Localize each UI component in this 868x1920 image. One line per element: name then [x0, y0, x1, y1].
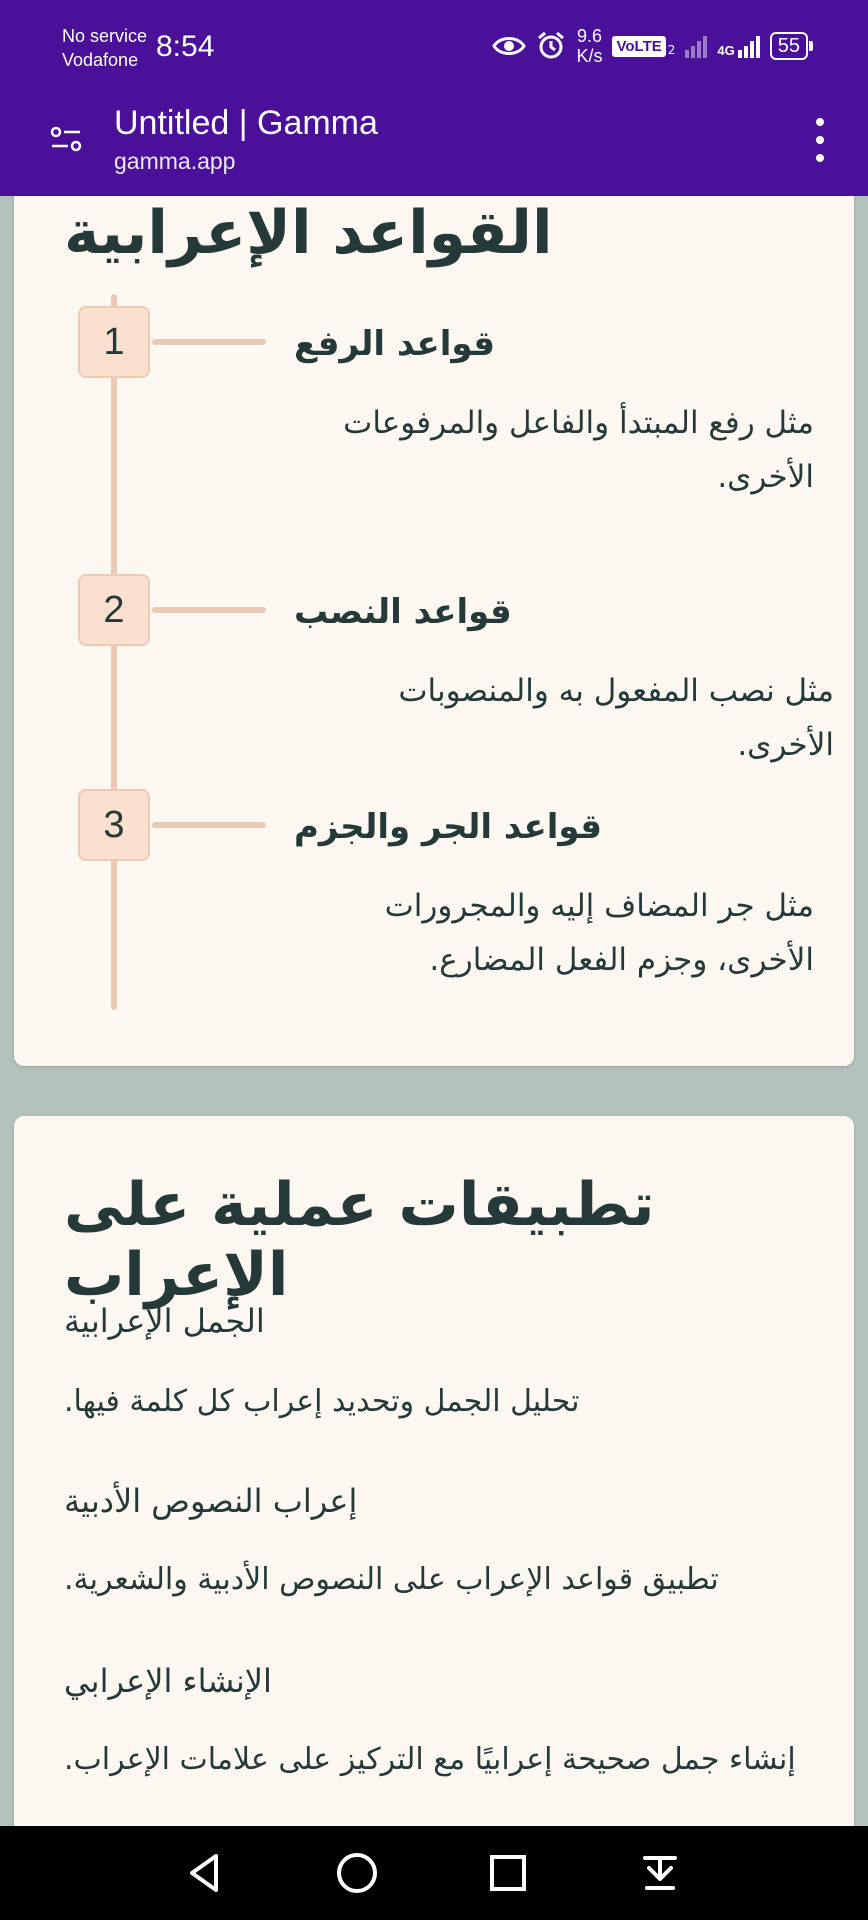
section-description: تحليل الجمل وتحديد إعراب كل كلمة فيها.: [64, 1384, 580, 1419]
net-speed-unit: K/s: [576, 46, 603, 66]
status-icons: [492, 26, 808, 66]
signal-strength-icon: [738, 34, 760, 58]
card-heading: القواعد الإعرابية: [64, 198, 553, 268]
page-content[interactable]: [0, 196, 868, 1826]
app-bar: [0, 96, 868, 196]
step-title: قواعد النصب: [294, 592, 512, 632]
carrier-line1: No service: [62, 26, 148, 46]
section-title: إعراب النصوص الأدبية: [64, 1482, 358, 1520]
card-heading: تطبيقات عملية على الإعراب: [64, 1170, 655, 1310]
timeline-line: [111, 294, 117, 1010]
net-speed-value: 9.6: [576, 26, 602, 46]
battery-level: 55: [777, 35, 800, 57]
eye-icon: [492, 34, 526, 58]
card-grammar-rules: [14, 196, 854, 1066]
notification-shade-icon[interactable]: [635, 1848, 685, 1898]
home-icon[interactable]: [332, 1848, 382, 1898]
volte-indicator: [612, 36, 675, 57]
step-connector: [152, 822, 266, 828]
step-connector: [152, 339, 266, 345]
carrier-line2: Vodafone: [62, 50, 139, 70]
battery-icon: [770, 32, 808, 60]
back-icon[interactable]: [180, 1848, 230, 1898]
section-title: الإنشاء الإعرابي: [64, 1662, 272, 1700]
section-description: تطبيق قواعد الإعراب على النصوص الأدبية والشعرية.: [64, 1562, 719, 1597]
status-bar: [0, 0, 868, 96]
card-practical-applications: [14, 1116, 854, 1826]
step-number-badge: 2: [78, 574, 150, 646]
step-number-badge: 1: [78, 306, 150, 378]
volte-sub: 2: [667, 42, 676, 57]
alarm-icon: [536, 31, 566, 61]
more-vert-icon[interactable]: [810, 118, 830, 162]
net-speed: [576, 26, 602, 66]
network-type-label: 4G: [717, 43, 735, 58]
step-number-badge: 3: [78, 789, 150, 861]
tabs-icon[interactable]: [48, 122, 84, 158]
page-title[interactable]: Untitled | Gamma: [114, 104, 378, 142]
section-title: الجمل الإعرابية: [64, 1302, 265, 1340]
section-description: إنشاء جمل صحيحة إعرابيًا مع التركيز على علامات الإعراب.: [64, 1742, 796, 1777]
page-url[interactable]: gamma.app: [114, 148, 236, 174]
volte-label: VoLTE: [612, 36, 665, 57]
step-description: مثل جر المضاف إليه والمجرورات الأخرى، وجزم الفعل المضارع.: [384, 888, 814, 978]
recents-icon[interactable]: [483, 1848, 533, 1898]
step-description: مثل رفع المبتدأ والفاعل والمرفوعات الأخرى.: [343, 405, 814, 495]
clock: 8:54: [156, 30, 215, 63]
network-type: [717, 34, 759, 58]
step-connector: [152, 607, 266, 613]
signal-icon: [685, 34, 707, 58]
carrier-info: [62, 24, 147, 72]
navigation-bar: [0, 1826, 868, 1920]
step-description: مثل نصب المفعول به والمنصوبات الأخرى.: [398, 673, 834, 763]
step-title: قواعد الرفع: [294, 324, 495, 364]
step-title: قواعد الجر والجزم: [294, 807, 602, 847]
